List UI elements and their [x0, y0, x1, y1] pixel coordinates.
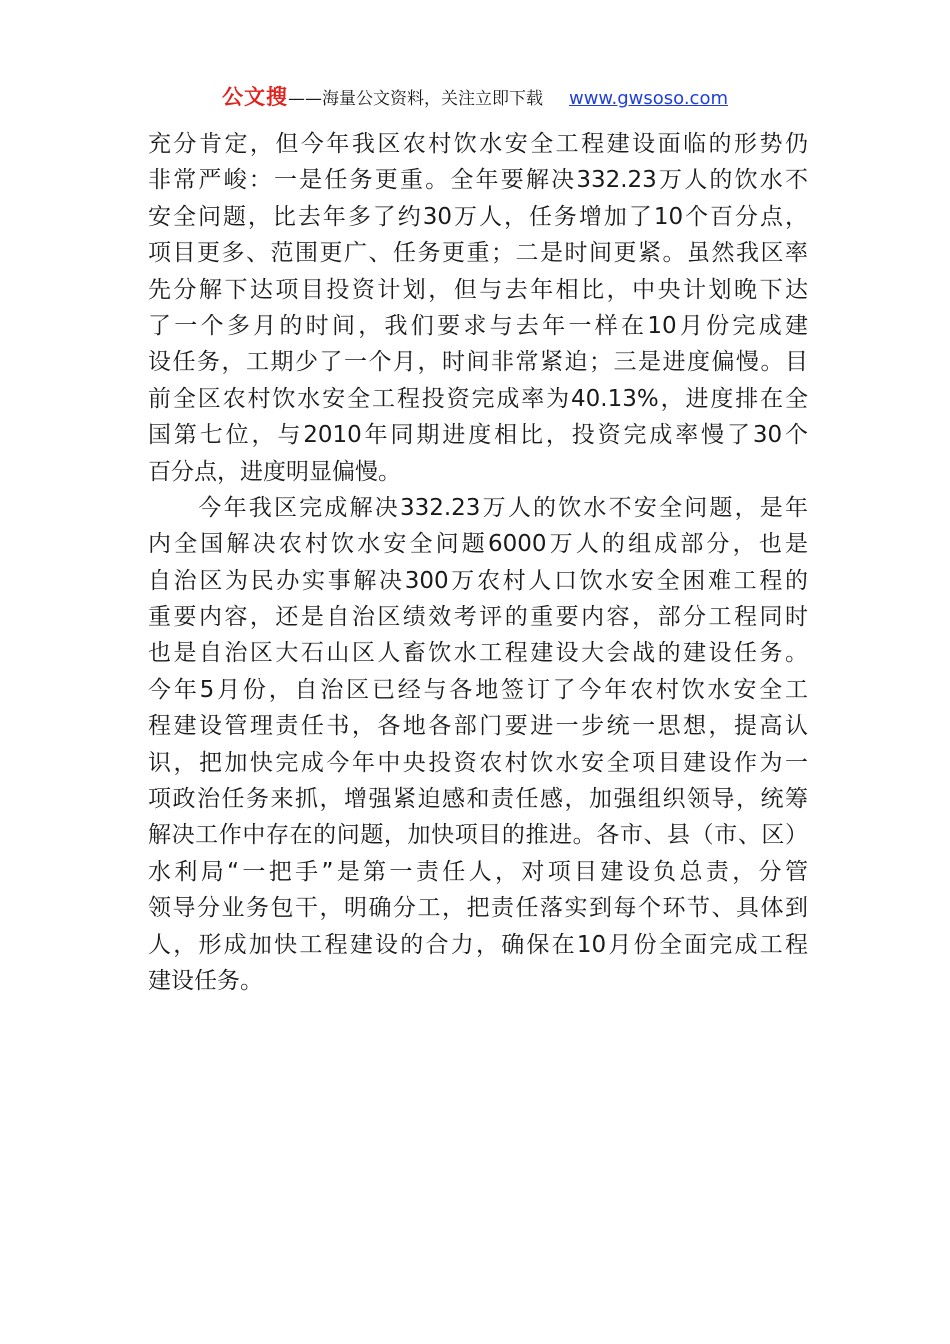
paragraph-2	[148, 490, 808, 999]
text-line: 内全国解决农村饮水安全问题6000万人的组成部分，也是	[148, 531, 808, 558]
text-line: 项目更多、范围更广、任务更重；二是时间更紧。虽然我区率	[148, 240, 808, 267]
header-slogan: ——海量公文资料，关注立即下载	[287, 89, 543, 109]
text-line: 领导分业务包干，明确分工，把责任落实到每个环节、具体到	[148, 895, 808, 922]
website-link[interactable]: www.gwsoso.com	[568, 88, 728, 109]
text-line: 解决工作中存在的问题，加快项目的推进。各市、县（市、区）	[148, 822, 808, 849]
text-line: 非常严峻：一是任务更重。全年要解决332.23万人的饮水不	[148, 167, 808, 194]
text-line: 百分点，进度明显偏慢。	[148, 458, 401, 485]
text-line: 今年我区完成解决332.23万人的饮水不安全问题，是年	[148, 494, 808, 521]
text-line: 了一个多月的时间，我们要求与去年一样在10月份完成建	[148, 312, 808, 339]
text-line: 人，形成加快工程建设的合力，确保在10月份全面完成工程	[148, 931, 808, 958]
text-line: 安全问题，比去年多了约30万人，任务增加了10个百分点，	[148, 203, 808, 230]
text-line: 国第七位，与2010年同期进度相比，投资完成率慢了30个	[148, 422, 808, 449]
text-line: 项政治任务来抓，增强紧迫感和责任感，加强组织领导，统筹	[148, 786, 808, 813]
document-body	[148, 126, 808, 999]
text-line: 先分解下达项目投资计划，但与去年相比，中央计划晚下达	[148, 276, 808, 303]
text-line: 前全区农村饮水安全工程投资完成率为40.13%，进度排在全	[148, 385, 808, 412]
text-line: 程建设管理责任书，各地各部门要进一步统一思想，提高认	[148, 713, 808, 740]
paragraph-1	[148, 126, 808, 490]
text-line: 重要内容，还是自治区绩效考评的重要内容，部分工程同时	[148, 604, 808, 631]
text-line: 也是自治区大石山区人畜饮水工程建设大会战的建设任务。	[148, 640, 808, 667]
text-line: 今年5月份，自治区已经与各地签订了今年农村饮水安全工	[148, 676, 808, 703]
text-line: 充分肯定，但今年我区农村饮水安全工程建设面临的形势仍	[148, 131, 808, 157]
page-header	[0, 82, 950, 112]
brand-logo-text: 公文搜	[221, 85, 288, 109]
text-line: 水利局“一把手”是第一责任人，对项目建设负总责，分管	[148, 858, 808, 885]
text-line: 识，把加快完成今年中央投资农村饮水安全项目建设作为一	[148, 749, 808, 776]
text-line: 设任务，工期少了一个月，时间非常紧迫；三是进度偏慢。目	[148, 349, 808, 376]
text-line: 自治区为民办实事解决300万农村人口饮水安全困难工程的	[148, 567, 808, 594]
text-line: 建设任务。	[148, 967, 263, 994]
